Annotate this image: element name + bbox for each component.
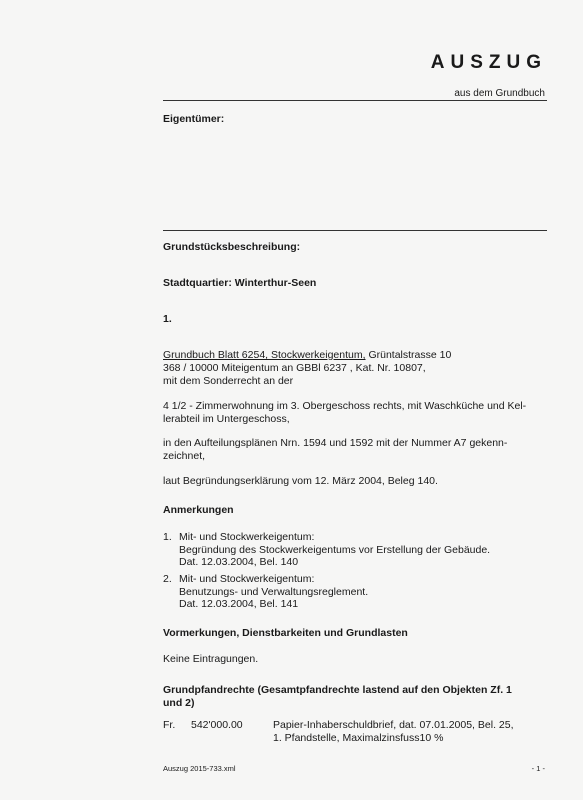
sheet-reference: Grundbuch Blatt 6254, Stockwerkeigentum, — [163, 349, 366, 361]
divider — [163, 100, 547, 101]
footer-filename: Auszug 2015-733.xml — [163, 764, 236, 773]
divider — [163, 230, 547, 231]
mortgages-heading-line-2: und 2) — [163, 697, 195, 709]
annotation-text: Benutzungs- und Verwaltungsreglement. — [179, 585, 369, 598]
annotation-text: Begründung des Stockwerkeigentums vor Erstellung der Gebäude. — [179, 543, 491, 556]
document-title: AUSZUG — [430, 52, 547, 73]
document-subtitle: aus dem Grundbuch — [454, 88, 545, 99]
reservations-text: Keine Eintragungen. — [163, 653, 259, 665]
mortgage-desc-line-2: 1. Pfandstelle, Maximalzinsfuss10 % — [273, 732, 444, 744]
sheet-line — [163, 349, 548, 362]
plans-line-1: in den Aufteilungsplänen Nrn. 1594 und 1592 mit der Nummer A7 gekenn- — [163, 437, 508, 449]
district-line: Stadtquartier: Winterthur-Seen — [163, 277, 317, 289]
reservations-heading: Vormerkungen, Dienstbarkeiten und Grundlasten — [163, 627, 408, 639]
owner-heading: Eigentümer: — [163, 113, 225, 125]
annotation-date: Dat. 12.03.2004, Bel. 141 — [179, 598, 299, 610]
special-right-line: mit dem Sonderrecht an der — [163, 375, 294, 387]
annotation-number: 2. — [163, 573, 172, 585]
plans-line-2: zeichnet, — [163, 450, 206, 462]
mortgage-desc-line-1: Papier-Inhaberschuldbrief, dat. 07.01.2005, Bel. 25, — [273, 719, 514, 731]
footer-page-number: - 1 - — [531, 764, 545, 773]
annotation-number: 1. — [163, 531, 172, 543]
share-line: 368 / 10000 Miteigentum an GBBl 6237 , Kat. Nr. 10807, — [163, 362, 426, 374]
annotation-title: Mit- und Stockwerkeigentum: — [179, 531, 315, 543]
annotation-title: Mit- und Stockwerkeigentum: — [179, 573, 315, 585]
description-heading: Grundstücksbeschreibung: — [163, 241, 301, 253]
apartment-line-2: lerabteil im Untergeschoss, — [163, 413, 290, 425]
currency: Fr. — [163, 719, 176, 731]
amount: 542'000.00 — [191, 719, 243, 731]
annotation-date: Dat. 12.03.2004, Bel. 140 — [179, 556, 299, 568]
mortgages-heading-line-1: Grundpfandrechte (Gesamtpfandrechte lastend auf den Objekten Zf. 1 — [163, 684, 512, 696]
declaration-line: laut Begründungserklärung vom 12. März 2004, Beleg 140. — [163, 475, 438, 487]
item-number: 1. — [163, 313, 172, 325]
apartment-line-1: 4 1/2 - Zimmerwohnung im 3. Obergeschoss rechts, mit Waschküche und Kel- — [163, 400, 527, 412]
address: Grüntalstrasse 10 — [368, 349, 452, 361]
annotations-heading: Anmerkungen — [163, 504, 234, 516]
